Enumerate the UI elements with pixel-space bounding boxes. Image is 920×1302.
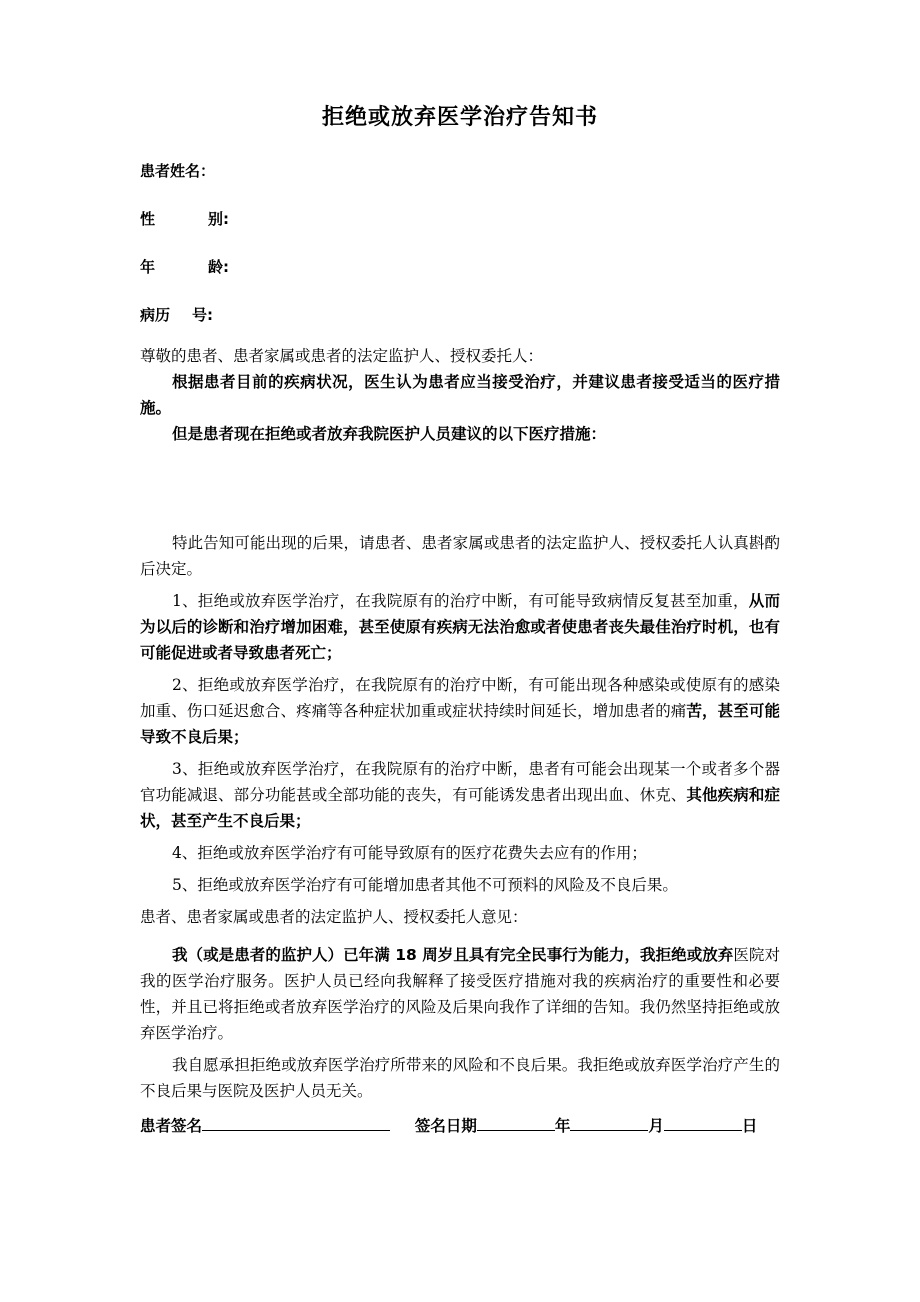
consequence-item-3-b: 其他疾病和症状，甚至产生不良后果； [140, 786, 780, 830]
document-title: 拒绝或放弃医学治疗告知书 [321, 105, 598, 130]
intro-section [140, 343, 780, 447]
gender-label-a: 性 [140, 210, 156, 228]
opinion-paragraph [140, 942, 780, 1046]
record-number-field [140, 304, 213, 325]
gender-label-b: 别: [208, 210, 229, 228]
paragraph-refusal: 但是患者现在拒绝或者放弃我院医护人员建议的以下医疗措施： [172, 425, 607, 443]
record-label-b: 号: [192, 306, 213, 324]
consequences-section [140, 530, 780, 1104]
age-field [140, 256, 229, 277]
age-label-b: 龄: [208, 258, 229, 276]
year-label: 年 [554, 1117, 571, 1135]
signature-line [140, 1112, 757, 1136]
salutation: 尊敬的患者、患者家属或患者的法定监护人、授权委托人： [140, 347, 544, 365]
month-label: 月 [648, 1117, 664, 1135]
patient-signature-label: 患者签名 [140, 1117, 203, 1135]
day-label: 日 [741, 1117, 758, 1135]
patient-name-label: 患者姓名： [140, 162, 216, 180]
consequence-item-4: 4、拒绝或放弃医学治疗有可能导致原有的医疗花费失去应有的作用； [172, 844, 647, 862]
gender-field [140, 208, 229, 229]
month-blank[interactable] [570, 1112, 648, 1131]
paragraph-notice: 特此告知可能出现的后果，请患者、患者家属或患者的法定监护人、授权委托人认真斟酌后决定。 [140, 534, 780, 578]
year-blank[interactable] [477, 1112, 555, 1131]
opinion-rest: 医院对我的医学治疗服务。医护人员已经向我解释了接受医疗措施对我的疾病治疗的重要性和必要性，并且已将拒绝或者放弃医学治疗的风险及后果向我作了详细的告知。我仍然坚持拒绝或放弃医学治疗。 [140, 946, 780, 1042]
paragraph-diagnosis: 根据患者目前的疾病状况，医生认为患者应当接受治疗，并建议患者接受适当的医疗措施。 [140, 373, 780, 417]
consequence-item-5: 5、拒绝或放弃医学治疗有可能增加患者其他不可预料的风险及不良后果。 [172, 876, 678, 894]
consequence-item-3 [140, 756, 780, 834]
patient-name-field [140, 160, 215, 181]
consequence-item-1 [140, 588, 780, 666]
consequence-item-2 [140, 672, 780, 750]
consequence-item-2-b: 苦，甚至可能导致不良后果； [140, 702, 780, 746]
consequence-item-1-b: 从而为以后的诊断和治疗增加困难，甚至使原有疾病无法治愈或者使患者丧失最佳治疗时机，也有可能促进或者导致患者死亡； [140, 592, 780, 662]
consequence-item-2-a: 2、拒绝或放弃医学治疗，在我院原有的治疗中断，有可能出现各种感染或使原有的感染加重、伤口延迟愈合、疼痛等各种症状加重或症状持续时间延长，增加患者的痛 [140, 676, 780, 720]
age-label-a: 年 [140, 258, 156, 276]
day-blank[interactable] [664, 1112, 742, 1131]
opinion-bold: 我（或是患者的监护人）已年满 18 周岁且具有完全民事行为能力，我拒绝或放弃 [172, 946, 734, 964]
patient-signature-blank[interactable] [202, 1112, 390, 1131]
consequence-item-1-a: 1、拒绝或放弃医学治疗，在我院原有的治疗中断，有可能导致病情反复甚至加重， [172, 592, 749, 610]
opinion-label: 患者、患者家属或患者的法定监护人、授权委托人意见： [140, 908, 528, 926]
responsibility-paragraph: 我自愿承担拒绝或放弃医学治疗所带来的风险和不良后果。我拒绝或放弃医学治疗产生的不良后果与医院及医护人员无关。 [140, 1056, 780, 1100]
sign-date-label: 签名日期 [414, 1117, 477, 1135]
record-label-a: 病历 [140, 306, 171, 324]
consequence-item-3-a: 3、拒绝或放弃医学治疗，在我院原有的治疗中断，患者有可能会出现某一个或者多个器官功能减退、部分功能甚或全部功能的丧失，有可能诱发患者出现出血、休克、 [140, 760, 780, 804]
